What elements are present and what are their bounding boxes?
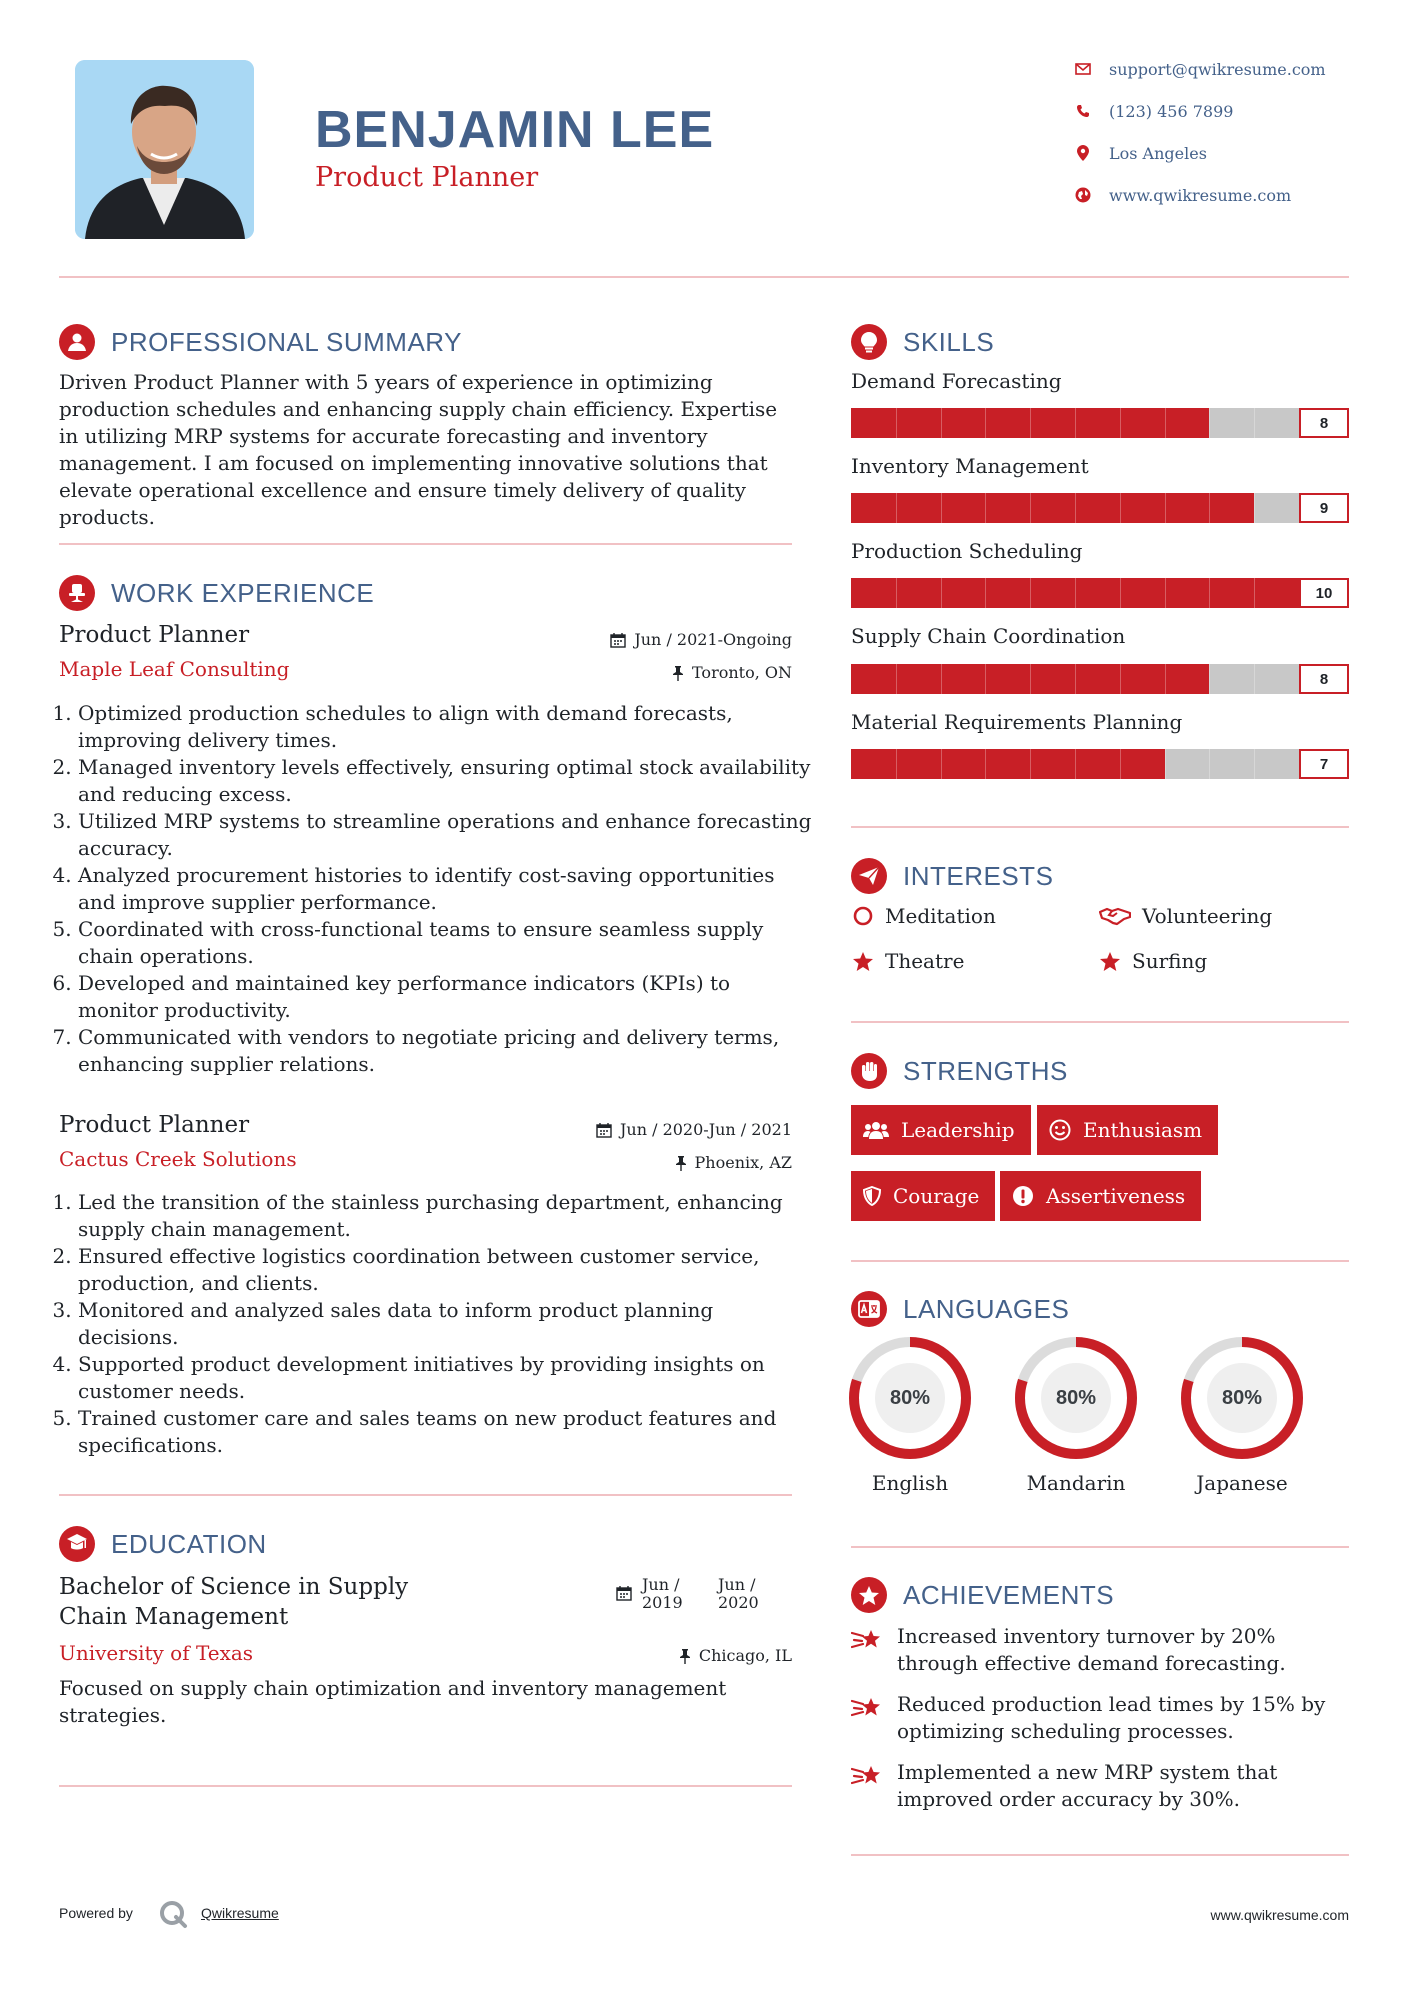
job-1-title: Product Planner [59,622,250,648]
skill-name: Production Scheduling [851,539,1083,563]
strengths-title: STRENGTHS [903,1055,1068,1086]
interests-title: INTERESTS [903,860,1054,891]
skill-bar-segment [896,493,897,523]
summary-divider [59,543,792,545]
contact-website[interactable] [1073,184,1291,206]
skills-title: SKILLS [903,326,995,357]
achievements-divider [851,1854,1349,1856]
users-icon [863,1120,889,1140]
languages-heading [851,1290,1069,1328]
achievement-item: Increased inventory turnover by 20% through effective demand forecasting. [851,1623,1349,1677]
education-start-year: 2019 [642,1593,683,1612]
skill-bar-segment [1075,664,1076,694]
education-dates [616,1576,792,1616]
strength-badge: Courage [851,1171,995,1221]
skill-bar-segment [941,664,942,694]
contact-location [1073,142,1207,164]
skill-bar-segment [1254,578,1255,608]
achievements-title: ACHIEVEMENTS [903,1579,1115,1610]
interest-item: Meditation [851,902,996,930]
education-end-month: Jun / [718,1575,756,1594]
skill-score: 8 [1299,664,1349,694]
skill-name: Demand Forecasting [851,369,1062,393]
skill-bar-segment [1209,664,1210,694]
interests-divider [851,1021,1349,1023]
list-item: 5. Trained customer care and sales teams on new product features and specifications. [78,1405,813,1459]
education-school: University of Texas [59,1641,254,1665]
education-divider [59,1785,792,1787]
interest-item: Theatre [851,947,964,975]
user-icon [59,324,95,360]
strength-badge: Assertiveness [1000,1171,1201,1221]
skill-bar-segment [985,749,986,779]
contact-email-text: support@qwikresume.com [1109,59,1326,79]
languages-divider [851,1546,1349,1548]
job-2-title: Product Planner [59,1112,250,1138]
skill-bar-fill [851,493,1254,523]
phone-icon [1073,101,1093,121]
candidate-name: BENJAMIN LEE [315,101,715,159]
envelope-icon [1073,59,1093,79]
contact-phone[interactable] [1073,100,1233,122]
education-degree: Bachelor of Science in Supply Chain Management [59,1574,409,1630]
skill-bar-segment [1120,408,1121,438]
achievement-item: Reduced production lead times by 15% by optimizing scheduling processes. [851,1691,1349,1745]
list-item: 3. Utilized MRP systems to streamline operations and enhance forecasting accuracy. [78,808,813,862]
skills-heading [851,323,994,361]
achievements-heading [851,1576,1114,1614]
list-item: 2. Ensured effective logistics coordination between customer service, production, and clients. [78,1243,813,1297]
skill-bar-segment [985,408,986,438]
star-badge-icon [851,1577,887,1613]
skill-bar-segment [896,408,897,438]
job-1-bullets [59,700,813,1078]
language-percent: 80% [1055,1387,1097,1409]
education-start-month: Jun / [642,1575,680,1594]
skill-score: 9 [1299,493,1349,523]
skill-bar-segment [985,578,986,608]
summary-title: PROFESSIONAL SUMMARY [111,326,462,357]
list-item: 4. Analyzed procurement histories to identify cost-saving opportunities and improve supplier performance. [78,862,813,916]
summary-heading [59,323,462,361]
skill-bar-segment [1209,578,1210,608]
map-pin-icon [1073,143,1093,163]
list-item: 2. Managed inventory levels effectively, ensuring optimal stock availability and reducing excess. [78,754,813,808]
education-title: EDUCATION [111,1528,267,1559]
education-end-year: 2020 [718,1593,759,1612]
qwikresume-logo-icon [158,1899,188,1933]
experience-divider [59,1494,792,1496]
languages-title: LANGUAGES [903,1293,1070,1324]
skill-bar-segment [1209,749,1210,779]
circle-icon [851,906,875,926]
skill-bar-segment [1120,749,1121,779]
globe-icon [1073,185,1093,205]
footer-url[interactable]: www.qwikresume.com [1210,1907,1349,1923]
skill-bar-segment [1209,493,1210,523]
contact-website-text: www.qwikresume.com [1109,185,1292,205]
job-1-company: Maple Leaf Consulting [59,657,290,681]
list-item: 7. Communicated with vendors to negotiate pricing and delivery terms, enhancing supplier relations. [78,1024,813,1078]
skill-bar-segment [1075,578,1076,608]
skill-name: Inventory Management [851,454,1089,478]
calendar-icon [616,1585,632,1601]
list-item: 6. Developed and maintained key performance indicators (KPIs) to monitor productivity. [78,970,813,1024]
graduation-icon [59,1526,95,1562]
skill-bar-segment [1165,578,1166,608]
list-item: 1. Optimized production schedules to align with demand forecasts, improving delivery times. [78,700,813,754]
office-chair-icon [59,575,95,611]
skill-bar-segment [1030,749,1031,779]
job-2-dates: Jun / 2020-Jun / 2021 [500,1120,792,1139]
contact-phone-text: (123) 456 7899 [1109,101,1234,121]
job-1-dates: Jun / 2021-Ongoing [500,630,792,649]
language-name: Mandarin [1026,1471,1126,1495]
interest-item: Volunteering [1098,902,1272,930]
language-name: English [871,1471,949,1495]
skill-bar-segment [1209,408,1210,438]
shooting-star-icon [851,1691,885,1728]
skill-bar-segment [985,664,986,694]
experience-title: WORK EXPERIENCE [111,577,375,608]
education-description: Focused on supply chain optimization and inventory management strategies. [59,1676,727,1727]
strength-badge: Enthusiasm [1037,1105,1218,1155]
interests-heading [851,857,1053,895]
education-location: Chicago, IL [500,1646,792,1665]
strengths-heading [851,1052,1068,1090]
skill-bar-segment [1165,493,1166,523]
job-2-location: Phoenix, AZ [500,1153,792,1172]
interest-item: Surfing [1098,947,1207,975]
handshake-icon [1098,906,1132,926]
skill-bar-segment [941,493,942,523]
achievement-item: Implemented a new MRP system that improved order accuracy by 30%. [851,1759,1349,1813]
skill-bar-segment [1254,749,1255,779]
skill-bar-segment [941,578,942,608]
star-icon [851,951,875,972]
footer-powered-by: Powered by [59,1905,133,1921]
skill-bar-segment [1030,664,1031,694]
pushpin-icon [672,665,684,681]
skill-bar-segment [1120,664,1121,694]
pushpin-icon [675,1155,687,1171]
skill-score: 7 [1299,749,1349,779]
skill-bar-segment [896,749,897,779]
job-1-location: Toronto, ON [500,663,792,682]
skill-bar-segment [941,408,942,438]
skill-bar-segment [941,749,942,779]
exclamation-icon [1012,1185,1034,1207]
skill-bar-segment [1075,408,1076,438]
summary-text: Driven Product Planner with 5 years of experience in optimizing production schedules and enhancing supply chain efficiency. Expertise in utilizing MRP systems for accurate forecasting and inventory management. I am focused on implementing innovative solutions that elevate operational excellence and ensure timely delivery of quality products. [59,370,778,529]
skill-bar-segment [1254,408,1255,438]
experience-heading [59,574,374,612]
paper-plane-icon [851,858,887,894]
skill-bar-segment [1165,664,1166,694]
footer-brand-link[interactable]: Qwikresume [201,1905,279,1921]
candidate-role: Product Planner [315,162,539,193]
skill-bar-segment [985,493,986,523]
shield-icon [863,1186,881,1206]
star-icon [1098,951,1122,972]
skill-bar [851,578,1349,608]
language-percent: 80% [1221,1387,1263,1409]
job-2-bullets [59,1189,813,1459]
skills-divider [851,826,1349,828]
lightbulb-icon [851,324,887,360]
shooting-star-icon [851,1759,885,1796]
list-item: 1. Led the transition of the stainless purchasing department, enhancing supply chain management. [78,1189,813,1243]
skill-name: Material Requirements Planning [851,710,1183,734]
skill-score: 8 [1299,408,1349,438]
language-icon [851,1291,887,1327]
skill-bar-segment [1030,408,1031,438]
skill-bar-fill [851,749,1165,779]
strengths-divider [851,1260,1349,1262]
skill-bar [851,493,1349,523]
calendar-icon [610,632,626,648]
skill-bar-segment [1254,493,1255,523]
raised-fist-icon [851,1053,887,1089]
contact-email[interactable] [1073,58,1326,80]
skill-bar-segment [1030,493,1031,523]
profile-photo [75,60,254,239]
contact-location-text: Los Angeles [1109,143,1207,163]
language-name: Japanese [1196,1471,1288,1495]
skill-bar [851,408,1349,438]
skill-bar [851,664,1349,694]
skill-bar-segment [1165,408,1166,438]
skill-score: 10 [1299,578,1349,608]
smile-icon [1049,1119,1071,1141]
education-heading [59,1525,267,1563]
skill-bar-segment [1165,749,1166,779]
skill-bar-segment [1120,493,1121,523]
list-item: 3. Monitored and analyzed sales data to inform product planning decisions. [78,1297,813,1351]
pushpin-icon [679,1648,691,1664]
skill-bar-segment [896,664,897,694]
skill-bar-segment [1030,578,1031,608]
skill-bar-segment [1120,578,1121,608]
skill-bar-segment [896,578,897,608]
header-divider [59,276,1349,278]
job-2-company: Cactus Creek Solutions [59,1147,297,1171]
list-item: 4. Supported product development initiatives by providing insights on customer needs. [78,1351,813,1405]
language-percent: 80% [889,1387,931,1409]
shooting-star-icon [851,1623,885,1660]
calendar-icon [596,1122,612,1138]
skill-bar-segment [1254,664,1255,694]
strength-badge: Leadership [851,1105,1031,1155]
skill-name: Supply Chain Coordination [851,624,1126,648]
skill-bar [851,749,1349,779]
skill-bar-segment [1075,749,1076,779]
list-item: 5. Coordinated with cross-functional teams to ensure seamless supply chain operations. [78,916,813,970]
skill-bar-segment [1075,493,1076,523]
